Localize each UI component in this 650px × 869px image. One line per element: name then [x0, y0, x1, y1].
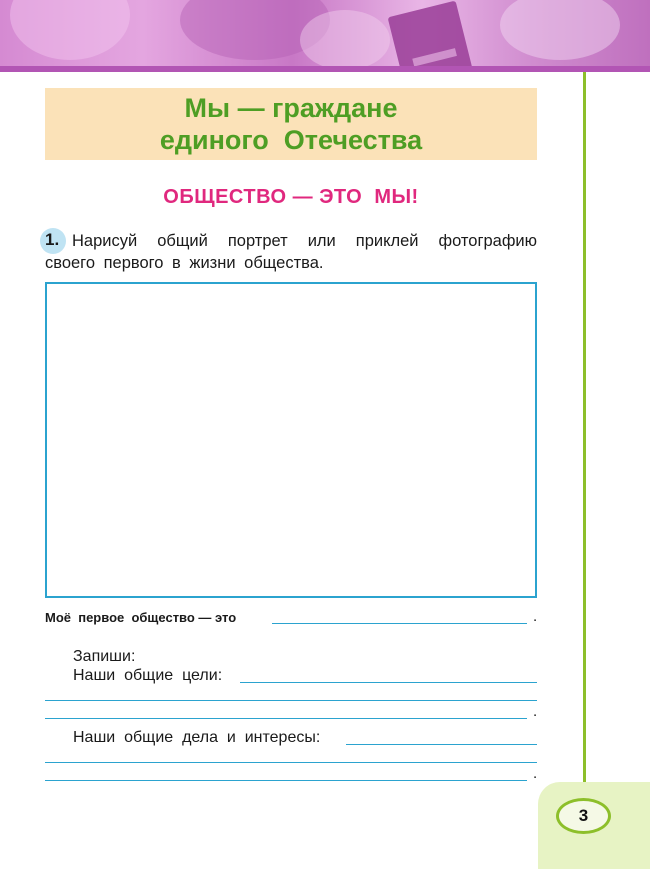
affairs-label: Наши общие дела и интересы: — [73, 729, 321, 746]
goals-answer-line-1[interactable] — [240, 682, 537, 683]
task-instruction: Нарисуй общий портрет или приклей фотографию своего первого в жизни общества. — [45, 232, 537, 272]
page-number: 3 — [556, 798, 611, 834]
goals-answer-line-3[interactable] — [45, 718, 527, 719]
goals-end-dot: . — [533, 703, 538, 720]
affairs-answer-line-3[interactable] — [45, 780, 527, 781]
margin-line — [583, 72, 586, 792]
goals-label: Наши общие цели: — [73, 667, 223, 684]
affairs-end-dot: . — [533, 765, 538, 782]
chapter-title-line2: единого Отечества — [159, 125, 423, 155]
header-banner — [0, 0, 650, 72]
affairs-answer-line-1[interactable] — [346, 744, 537, 745]
task-number: 1. — [45, 230, 60, 249]
drawing-area[interactable] — [45, 282, 537, 598]
first-society-answer-line[interactable] — [272, 623, 527, 624]
constitution-book-image — [388, 1, 473, 72]
first-society-label: Моё первое общество — это — [45, 610, 237, 625]
goals-answer-line-2[interactable] — [45, 700, 537, 701]
banner-stripe — [0, 66, 650, 72]
sentence-end-dot: . — [533, 608, 538, 625]
affairs-answer-line-2[interactable] — [45, 762, 537, 763]
chapter-title-line1: Мы — граждане — [184, 93, 398, 123]
write-instruction: Запиши: — [73, 648, 136, 665]
chapter-title-box — [45, 88, 537, 160]
section-title: ОБЩЕСТВО — ЭТО МЫ! — [163, 186, 419, 208]
